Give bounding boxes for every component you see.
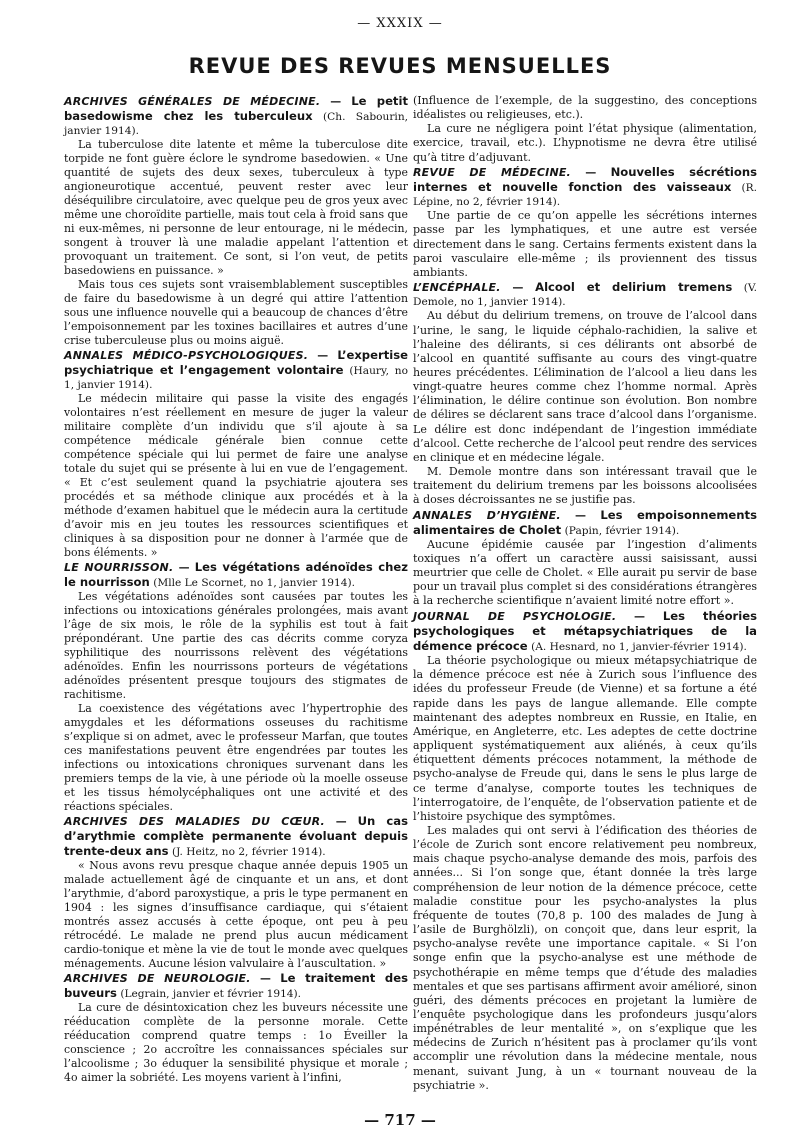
article-paragraph: Le médecin militaire qui passe la visite des engagés volontaires n’est réellement en mesure de juger la valeur militaire complète d’un individu que s’il ajoute à sa compétence médicale générale bien connue cette compétence spéciale qui lui permet de faire une analyse totale du sujet qui se présente à lui en vue de l’engagement. « Et c’est seulement quand la psychiatrie ajoutera ses procédés et sa méthode clinique aux procédés et à la méthode d’examen habituel que le médecin aura la certitude d’avoir mis en jeu toutes les ressources scientifiques et cliniques à sa disposition pour ne donner à l’armée que de bons éléments. » [64,392,408,559]
journal-name: ANNALES MÉDICO-PSYCHOLOGIQUES. [64,349,309,362]
article-citation: (A. Hesnard, no 1, janvier-février 1914). [531,640,747,653]
article-heading [64,971,408,1001]
heading-dash: — [500,281,536,295]
journal-name: LE NOURRISSON. [64,561,174,574]
article-citation: (Haury, no 1, janvier 1914). [64,365,408,391]
heading-dash: — [320,95,352,108]
journal-name: REVUE DE MÉDECINE. [413,165,571,179]
article-paragraph: La coexistence des végétations avec l’hypertrophie des amygdales et les déformations osseuses du rachitisme s’explique si on admet, avec le professeur Marfan, que toutes ces manifestations peuvent être engendrées par toutes les infections ou intoxications chroniques survenant dans les premiers temps de la vie, à une période où la moelle osseuse et les tissus hémolycéphaliques ont une activité et des réactions spéciales. [64,702,408,813]
article-title: Le traitement des buveurs [64,971,408,1000]
article [64,348,408,560]
article-citation: (Legrain, janvier et février 1914). [120,988,302,1000]
article [413,508,757,609]
roman-page-number: — XXXIX — [357,16,443,31]
journal-name: ARCHIVES DE NEUROLOGIE. [64,972,251,985]
journal-name: L’ENCÉPHALE. [413,281,501,295]
article [413,609,757,1093]
left-column [64,94,408,1085]
page-title: REVUE DES REVUES MENSUELLES [188,54,612,78]
article [413,165,757,280]
article-citation: (Ch. Sabourin, janvier 1914). [64,111,409,137]
article-paragraph: Mais tous ces sujets sont vraisemblablement susceptibles de faire du basedowisme à un degré qui attire l’attention sous une influence nouvelle qui a beaucoup de chances d’être l’empoisonnement par les toxines bacillaires et autres d’une crise tuberculeuse plus ou moins aiguë. [64,278,408,347]
article-citation: (Mlle Le Scornet, no 1, janvier 1914). [153,577,356,589]
article-heading [413,280,757,309]
article [64,971,408,1085]
article-heading [64,94,408,138]
article-paragraph: Les malades qui ont servi à l’édification des théories de l’école de Zurich sont encore relativement peu nombreux, mais chaque psycho-analyse demande des mois, parfois des années... Si l’on songe que, étant donnée la très large compréhension de leur notion de la démence précoce, cette maladie constitue pour les psycho-analystes la plus fréquente de toutes (70,8 p. 100 des malades de Jung à l’asile de Burghölzli), on conçoit que, dans leur esprit, la psycho-analyse revête une importance capitale. « Si l’on songe enfin que la psycho-analyse est une méthode de psychothérapie en même temps que d’étude des maladies mentales et que ses partisans affirment avoir amélioré, sinon guéri, des déments précoces en projetant la lumière de l’enquête psychologique dans les profondeurs jusqu’alors impénétrables de leur mentalité », on s’explique que les médecins de Zurich n’hésitent pas à proclamer qu’ils vont accomplir une révolution dans la médecine mentale, nous menant, suivant Jung, à un « tournant nouveau de la psychiatrie ». [413,823,757,1092]
heading-dash: — [173,561,195,574]
article-citation: (J. Heitz, no 2, février 1914). [171,846,326,858]
journal-name: ARCHIVES DES MALADIES DU CŒUR. [64,815,325,828]
journal-name: JOURNAL DE PSYCHOLOGIE. [413,609,617,623]
article-paragraph: Une partie de ce qu’on appelle les sécrétions internes passe par les lymphatiques, et une autre est versée directement dans le sang. Certains ferments existent dans la paroi vasculaire elle-même ; ils proviennent des tissus ambiants. [413,209,757,279]
article-title: Les végétations adénoïdes chez le nourrisson [64,560,408,589]
journal-name: ANNALES D’HYGIÈNE. [413,508,561,522]
article-title: Le petit basedowisme chez les tuberculeux [64,94,408,123]
article-paragraph: Les végétations adénoïdes sont causées par toutes les infections ou intoxications générales prolongées, mais avant l’âge de six mois, le rôle de la syphilis est tout à fait prépondérant. Une partie des cas décrits comme coryza syphilitique des nourrissons relèvent des végétations adénoïdes. Enfin les nourrissons porteurs de végétations adénoïdes présentent presque toujours des stigmates de rachitisme. [64,590,408,701]
heading-dash: — [250,972,281,985]
article-paragraph: Au début du delirium tremens, on trouve de l’alcool dans l’urine, le sang, le liquide céphalo-rachidien, la salive et l’haleine des délirants, si ces délirants ont absorbé de l’alcool en quantité suffisante au cours des vingt-quatre heures précédentes. L’élimination de l’alcool a lieu dans les vingt-quatre heures comme chez l’homme normal. Après l’élimination, le délire continue son évolution. Bon nombre de délires se déclarent sans trace d’alcool dans l’organisme. Le délire est donc indépendant de l’ingestion immédiate d’alcool. Cette recherche de l’alcool peut rendre des services en clinique et en médecine légale. [413,309,757,464]
heading-dash: — [308,349,338,362]
article-citation: (R. Lépine, no 2, février 1914). [413,181,757,209]
article-paragraph: La cure de désintoxication chez les buveurs nécessite une rééducation complète de la personne morale. Cette rééducation comprend quatre temps : 1o Éveiller la conscience ; 2o accroître les connaissances spéciales sur l’alcoolisme ; 3o éduquer la sensibilité physique et morale ; 4o aimer la sobriété. Les moyens varient à l’infini, [64,1001,408,1084]
article-citation: (Papin, février 1914). [564,524,680,537]
article-citation: (V. Demole, no 1, janvier 1914). [413,282,757,309]
continued-paragraph: La cure ne négligera point l’état physique (alimentation, exercice, travail, etc.). L’hypnotisme ne devra être utilisé qu’à titre d’adjuvant. [413,122,757,164]
article [64,814,408,971]
article-paragraph: Aucune épidémie causée par l’ingestion d’aliments toxiques n’a offert un caractère aussi saisissant, aussi meurtrier que celle de Cholet. « Elle aurait pu servir de base pour un travail plus complet si des considérations étrangères à la recherche scientifique n’avaient limité notre effort ». [413,537,758,608]
article-title: Nouvelles sécrétions internes et nouvelle fonction des vaisseaux [413,164,757,194]
article-paragraph: La théorie psychologique ou mieux métapsychiatrique de la démence précoce est née à Zurich sous l’influence des idées du professeur Freude (de Vienne) et sa fortune a été rapide dans les pays de langue allemande. Elle compte maintenant des adeptes nombreux en Russie, en Italie, en Amérique, en Angleterre, etc. Les adeptes de cette doctrine appliquent systématiquement aux aliénés, à ceux qu’ils étiquettent déments précoces notamment, la méthode de psycho-analyse de Freude qui, dans le sens le plus large de ce terme d’analyse, comporte toutes les techniques de l’interrogatoire, de l’enquête, de l’observation patiente et de l’histoire psychique des symptômes. [413,654,757,823]
article-heading [413,609,757,654]
article-title: Les théories psychologiques et métapsychiatriques de la démence précoce [413,608,757,653]
right-column [413,94,757,1093]
article-title: Un cas d’arythmie complète permanente évoluant depuis trente-deux ans [64,814,408,858]
article [413,280,757,508]
heading-dash: — [560,508,601,522]
page-number: — 717 — [364,1111,436,1129]
article-heading [413,165,757,209]
article [64,94,408,348]
heading-dash: — [616,609,663,623]
article-heading [64,348,408,392]
article-heading [413,508,757,538]
article-paragraph: La tuberculose dite latente et même la tuberculose dite torpide ne font guère éclore le syndrome basedowien. « Une quantité de sujets des deux sexes, tuberculeux à type angioneurotique accentué, peuvent rester avec leur déséquilibre circulatoire, avec quelque peu de gros yeux avec même une choroïdite partielle, mais tout cela à froid sans que ni eux-mêmes, ni personne de leur entourage, ni le médecin, songent à trouver là une maladie appelant l’attention et provoquant un traitement. Ce sont, si l’on veut, de petits basedowiens en puissance. » [64,138,408,277]
article-paragraph: M. Demole montre dans son intéressant travail que le traitement du delirium tremens par les boissons alcoolisées à doses décroissantes ne se justifie pas. [413,465,757,507]
article-paragraph: « Nous avons revu presque chaque année depuis 1905 un malade actuellement âgé de cinquante et un ans, et dont l’arythmie, d’abord paroxystique, a pris le type permanent en 1904 : les signes d’insuffisance cardiaque, qui s’étaient montrés assez accusés à cette époque, ont peu à peu rétrocédé. Le malade ne prend plus aucun médicament cardio-tonique et mène la vie de tout le monde avec quelques ménagements. Aucune lésion valvulaire à l’auscultation. » [64,859,408,970]
article-heading [64,814,408,859]
journal-name: ARCHIVES GÉNÉRALES DE MÉDECINE. [64,95,321,108]
heading-dash: — [324,815,358,828]
article-title: Les empoisonnements alimentaires de Cholet [413,507,757,537]
article-title: L’expertise psychiatrique et l’engagement volontaire [64,348,408,377]
article-heading [64,560,408,590]
article [64,560,408,814]
heading-dash: — [570,165,611,179]
article-title: Alcool et delirium tremens [535,280,733,295]
continued-paragraph: (Influence de l’exemple, de la suggestino, des conceptions idéalistes ou religieuses, etc.). [413,94,757,122]
